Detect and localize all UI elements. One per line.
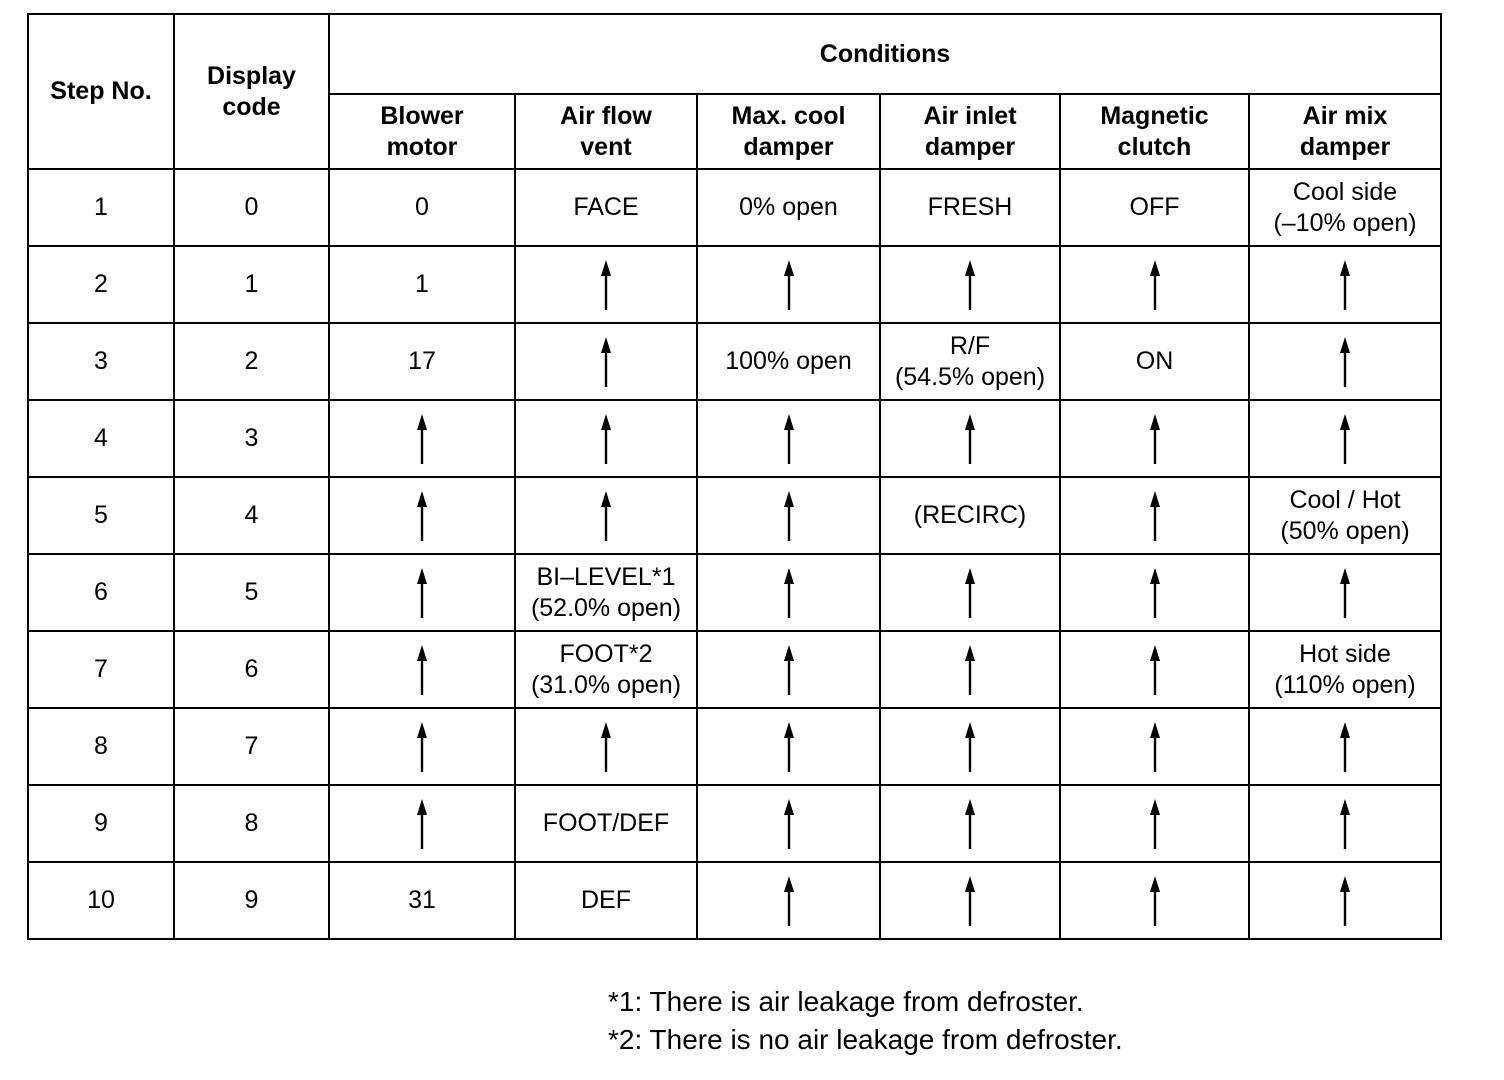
air-inlet-damper-cell <box>880 631 1060 708</box>
blower-motor-cell <box>329 323 515 400</box>
up-arrow-icon <box>415 567 429 619</box>
magnetic-clutch-cell <box>1060 323 1249 400</box>
air-inlet-damper-cell <box>880 323 1060 400</box>
max-cool-damper-value: 0% open <box>739 193 838 221</box>
up-arrow-icon <box>415 490 429 542</box>
header-blower-motor: Blower motor <box>329 94 515 169</box>
up-arrow-icon <box>1148 875 1162 927</box>
header-display-code: Display code <box>174 14 329 169</box>
up-arrow-icon <box>782 413 796 465</box>
magnetic-clutch-cell <box>1060 708 1249 785</box>
magnetic-clutch-value: ON <box>1135 347 1174 375</box>
up-arrow-icon <box>782 721 796 773</box>
display-code-cell: 0 <box>174 169 329 246</box>
blower-motor-cell <box>329 785 515 862</box>
air-mix-damper-cell <box>1249 862 1441 939</box>
up-arrow-icon <box>415 644 429 696</box>
table-row <box>28 477 1441 554</box>
step-no-cell: 3 <box>28 323 174 400</box>
footnote-2: *2: There is no air leakage from defroster. <box>608 1024 1123 1055</box>
display-code-cell: 3 <box>174 400 329 477</box>
table-row <box>28 169 1441 246</box>
blower-motor-cell <box>329 554 515 631</box>
air-inlet-damper-cell <box>880 708 1060 785</box>
header-magnetic-clutch: Magnetic clutch <box>1060 94 1249 169</box>
up-arrow-icon <box>963 644 977 696</box>
air-mix-damper-cell <box>1249 400 1441 477</box>
table-row <box>28 708 1441 785</box>
header-air-flow-vent: Air flow vent <box>515 94 697 169</box>
step-no-cell: 8 <box>28 708 174 785</box>
header-air-mix-damper: Air mix damper <box>1249 94 1441 169</box>
up-arrow-icon <box>782 567 796 619</box>
air-inlet-damper-cell <box>880 785 1060 862</box>
table-row <box>28 400 1441 477</box>
blower-motor-cell <box>329 246 515 323</box>
air-flow-vent-cell <box>515 785 697 862</box>
up-arrow-icon <box>1338 798 1352 850</box>
air-mix-damper-value: Hot side (110% open) <box>1274 639 1416 699</box>
air-flow-vent-cell <box>515 246 697 323</box>
magnetic-clutch-cell <box>1060 554 1249 631</box>
footnotes <box>608 983 1123 1059</box>
display-code-cell: 1 <box>174 246 329 323</box>
up-arrow-icon <box>599 721 613 773</box>
display-code-cell: 5 <box>174 554 329 631</box>
up-arrow-icon <box>415 798 429 850</box>
up-arrow-icon <box>599 336 613 388</box>
step-no-cell: 6 <box>28 554 174 631</box>
up-arrow-icon <box>1338 721 1352 773</box>
max-cool-damper-value: 100% open <box>725 347 852 375</box>
blower-motor-value: 31 <box>408 886 436 914</box>
air-flow-vent-cell <box>515 708 697 785</box>
display-code-cell: 7 <box>174 708 329 785</box>
header-conditions: Conditions <box>329 14 1441 94</box>
max-cool-damper-cell <box>697 400 880 477</box>
step-no-cell: 1 <box>28 169 174 246</box>
air-inlet-damper-cell <box>880 169 1060 246</box>
display-code-cell: 4 <box>174 477 329 554</box>
max-cool-damper-cell <box>697 554 880 631</box>
magnetic-clutch-value: OFF <box>1129 193 1180 221</box>
up-arrow-icon <box>1338 413 1352 465</box>
max-cool-damper-cell <box>697 862 880 939</box>
table-row <box>28 862 1441 939</box>
air-flow-vent-value: BI–LEVEL*1 (52.0% open) <box>530 562 682 622</box>
up-arrow-icon <box>1148 644 1162 696</box>
display-code-cell: 9 <box>174 862 329 939</box>
up-arrow-icon <box>782 490 796 542</box>
up-arrow-icon <box>1338 336 1352 388</box>
blower-motor-value: 1 <box>415 270 429 298</box>
table-row <box>28 323 1441 400</box>
blower-motor-cell <box>329 862 515 939</box>
air-flow-vent-value: FACE <box>573 193 639 221</box>
air-mix-damper-cell <box>1249 477 1441 554</box>
up-arrow-icon <box>963 567 977 619</box>
up-arrow-icon <box>1148 567 1162 619</box>
step-no-cell: 4 <box>28 400 174 477</box>
max-cool-damper-cell <box>697 246 880 323</box>
up-arrow-icon <box>782 644 796 696</box>
air-mix-damper-cell <box>1249 785 1441 862</box>
air-inlet-damper-value: FRESH <box>927 193 1013 221</box>
max-cool-damper-cell <box>697 631 880 708</box>
air-flow-vent-cell <box>515 169 697 246</box>
magnetic-clutch-cell <box>1060 631 1249 708</box>
up-arrow-icon <box>1148 798 1162 850</box>
air-mix-damper-value: Cool side (–10% open) <box>1273 177 1417 237</box>
blower-motor-cell <box>329 708 515 785</box>
step-no-cell: 5 <box>28 477 174 554</box>
air-inlet-damper-cell <box>880 862 1060 939</box>
up-arrow-icon <box>1148 490 1162 542</box>
up-arrow-icon <box>963 259 977 311</box>
blower-motor-cell <box>329 477 515 554</box>
conditions-table <box>27 13 1442 940</box>
up-arrow-icon <box>415 721 429 773</box>
table-row <box>28 246 1441 323</box>
air-inlet-damper-cell <box>880 554 1060 631</box>
air-flow-vent-cell <box>515 862 697 939</box>
max-cool-damper-cell <box>697 708 880 785</box>
table-body <box>28 169 1441 939</box>
max-cool-damper-cell <box>697 785 880 862</box>
up-arrow-icon <box>415 413 429 465</box>
air-flow-vent-cell <box>515 631 697 708</box>
up-arrow-icon <box>963 798 977 850</box>
air-flow-vent-cell <box>515 477 697 554</box>
up-arrow-icon <box>782 875 796 927</box>
air-mix-damper-cell <box>1249 631 1441 708</box>
air-flow-vent-cell <box>515 554 697 631</box>
step-no-cell: 9 <box>28 785 174 862</box>
max-cool-damper-cell <box>697 477 880 554</box>
up-arrow-icon <box>599 413 613 465</box>
up-arrow-icon <box>1338 567 1352 619</box>
magnetic-clutch-cell <box>1060 400 1249 477</box>
up-arrow-icon <box>1148 721 1162 773</box>
air-inlet-damper-value: (RECIRC) <box>913 501 1027 529</box>
max-cool-damper-cell <box>697 169 880 246</box>
air-mix-damper-value: Cool / Hot (50% open) <box>1280 485 1410 545</box>
up-arrow-icon <box>599 259 613 311</box>
max-cool-damper-cell <box>697 323 880 400</box>
up-arrow-icon <box>782 798 796 850</box>
step-no-cell: 7 <box>28 631 174 708</box>
air-flow-vent-cell <box>515 323 697 400</box>
air-inlet-damper-cell <box>880 400 1060 477</box>
up-arrow-icon <box>1338 259 1352 311</box>
air-flow-vent-value: FOOT/DEF <box>542 809 670 837</box>
blower-motor-cell <box>329 631 515 708</box>
up-arrow-icon <box>963 413 977 465</box>
blower-motor-value: 17 <box>408 347 436 375</box>
air-flow-vent-value: DEF <box>581 886 631 914</box>
air-flow-vent-cell <box>515 400 697 477</box>
header-step-no: Step No. <box>28 14 174 169</box>
magnetic-clutch-cell <box>1060 862 1249 939</box>
step-no-cell: 10 <box>28 862 174 939</box>
up-arrow-icon <box>963 721 977 773</box>
air-inlet-damper-cell <box>880 477 1060 554</box>
up-arrow-icon <box>782 259 796 311</box>
air-mix-damper-cell <box>1249 323 1441 400</box>
air-flow-vent-value: FOOT*2 (31.0% open) <box>530 639 682 699</box>
blower-motor-cell <box>329 169 515 246</box>
magnetic-clutch-cell <box>1060 785 1249 862</box>
up-arrow-icon <box>963 875 977 927</box>
table-row <box>28 785 1441 862</box>
header-air-inlet-damper: Air inlet damper <box>880 94 1060 169</box>
table-row <box>28 631 1441 708</box>
up-arrow-icon <box>599 490 613 542</box>
display-code-cell: 8 <box>174 785 329 862</box>
footnote-1: *1: There is air leakage from defroster. <box>608 986 1084 1017</box>
up-arrow-icon <box>1148 259 1162 311</box>
air-mix-damper-cell <box>1249 246 1441 323</box>
up-arrow-icon <box>1148 413 1162 465</box>
air-inlet-damper-cell <box>880 246 1060 323</box>
air-mix-damper-cell <box>1249 169 1441 246</box>
magnetic-clutch-cell <box>1060 477 1249 554</box>
air-inlet-damper-value: R/F (54.5% open) <box>894 331 1046 391</box>
table-row <box>28 554 1441 631</box>
air-mix-damper-cell <box>1249 708 1441 785</box>
header-max-cool-damper: Max. cool damper <box>697 94 880 169</box>
display-code-cell: 6 <box>174 631 329 708</box>
up-arrow-icon <box>1338 875 1352 927</box>
blower-motor-value: 0 <box>415 193 429 221</box>
blower-motor-cell <box>329 400 515 477</box>
magnetic-clutch-cell <box>1060 169 1249 246</box>
magnetic-clutch-cell <box>1060 246 1249 323</box>
step-no-cell: 2 <box>28 246 174 323</box>
display-code-cell: 2 <box>174 323 329 400</box>
air-mix-damper-cell <box>1249 554 1441 631</box>
header-row-top <box>28 14 1441 94</box>
